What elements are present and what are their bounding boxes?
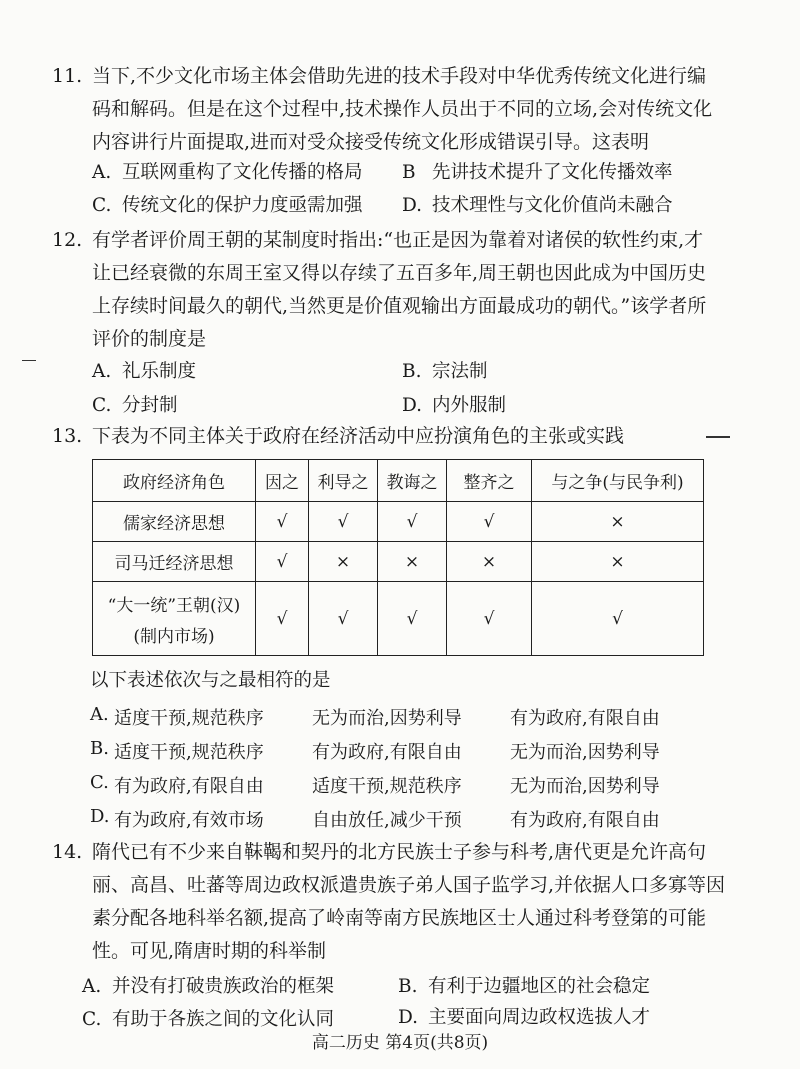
table-header: 政府经济角色 <box>93 460 256 502</box>
pen-mark <box>22 360 36 361</box>
option-b[interactable] <box>398 972 650 998</box>
option-part: 无为而治,因势利导 <box>510 776 660 797</box>
question-11-stem <box>52 60 752 159</box>
table-header: 与之争(与民争利) <box>532 460 704 502</box>
stem-line: 素分配各地科举名额,提高了岭南等南方民族地区士人通过科考登第的可能 <box>92 907 707 929</box>
option-part: 适度干预,规范秩序 <box>114 742 264 763</box>
table-cell: × <box>532 502 704 542</box>
option-d[interactable] <box>402 391 506 417</box>
question-number: 13. <box>52 425 83 447</box>
option-text: 互联网重构了文化传播的格局 <box>122 162 363 183</box>
row-label-line: (制内市场) <box>133 626 215 647</box>
option-label: B <box>402 162 416 183</box>
option-text: 礼乐制度 <box>122 361 197 382</box>
stem-line: 码和解码。但是在这个过程中,技术操作人员出于不同的立场,会对传统文化 <box>92 98 713 120</box>
option-label: A. <box>92 361 112 382</box>
option-part: 适度干预,规范秩序 <box>312 776 462 797</box>
table-cell: √ <box>378 502 447 542</box>
table-header: 因之 <box>256 460 309 502</box>
table-cell: √ <box>309 502 378 542</box>
option-d[interactable] <box>402 191 673 217</box>
option-text: 并没有打破贵族政治的框架 <box>112 976 335 997</box>
option-label: D. <box>90 806 110 827</box>
option-label: C. <box>82 1009 102 1030</box>
option-label: D. <box>402 195 423 216</box>
option-part: 适度干预,规范秩序 <box>114 708 264 729</box>
row-label: 司马迁经济思想 <box>93 542 256 582</box>
table-cell: √ <box>309 582 378 656</box>
question-number: 11. <box>52 65 83 87</box>
table-row <box>93 582 704 656</box>
option-text: 传统文化的保护力度亟需加强 <box>122 195 363 216</box>
question-14 <box>52 836 752 968</box>
option-label: B. <box>398 976 418 997</box>
question-14-stem <box>52 836 752 968</box>
option-c[interactable] <box>92 191 363 217</box>
option-part: 有为政府,有限自由 <box>510 708 660 729</box>
table-cell: × <box>378 542 447 582</box>
option-a[interactable] <box>92 158 363 184</box>
option-part: 有为政府,有限自由 <box>510 810 660 831</box>
table-header: 利导之 <box>309 460 378 502</box>
stem-line: 丽、高昌、吐蕃等周边政权派遣贵族子弟人国子监学习,并依据人口多寡等因 <box>92 874 726 896</box>
row-label: 儒家经济思想 <box>93 502 256 542</box>
table-cell: √ <box>378 582 447 656</box>
stem-line: 当下,不少文化市场主体会借助先进的技术手段对中华优秀传统文化进行编 <box>92 65 707 87</box>
table-row <box>93 542 704 582</box>
option-part: 有为政府,有效市场 <box>114 810 264 831</box>
table-header: 整齐之 <box>447 460 532 502</box>
question-13-stem <box>52 420 752 453</box>
option-text: 有助于各族之间的文化认同 <box>112 1009 335 1030</box>
option-label: C. <box>90 772 109 793</box>
question-13 <box>52 420 752 453</box>
stem-line: 性。可见,隋唐时期的科举制 <box>92 940 327 962</box>
page-footer: 高二历史 第4页(共8页) <box>311 1033 489 1053</box>
stem-line: 隋代已有不少来自靺鞨和契丹的北方民族士子参与科考,唐代更是允许高句 <box>92 841 707 863</box>
row-label-line: “大一统”王朝(汉) <box>107 595 241 616</box>
option-d[interactable] <box>398 1003 650 1029</box>
row-label <box>93 582 256 656</box>
option-text: 主要面向周边政权选拔人才 <box>428 1007 651 1028</box>
table-cell: √ <box>256 502 309 542</box>
option-part: 无为而治,因势利导 <box>312 708 462 729</box>
option-part: 自由放任,减少干预 <box>312 810 462 831</box>
question-12 <box>52 224 752 356</box>
option-b[interactable] <box>402 158 673 184</box>
option-label: C. <box>92 395 112 416</box>
option-a[interactable] <box>82 972 334 998</box>
option-label: A. <box>92 162 112 183</box>
table-cell: √ <box>447 502 532 542</box>
option-a[interactable] <box>92 357 196 383</box>
table-cell: √ <box>532 582 704 656</box>
option-label: C. <box>92 195 112 216</box>
option-part: 有为政府,有限自由 <box>114 776 264 797</box>
economic-role-table <box>92 459 704 656</box>
question-number: 12. <box>52 229 83 251</box>
option-label: A. <box>90 704 109 725</box>
stem-line: 评价的制度是 <box>92 328 207 350</box>
table-cell: √ <box>256 582 309 656</box>
option-text: 有利于边疆地区的社会稳定 <box>428 976 651 997</box>
question-11 <box>52 60 752 159</box>
option-part: 无为而治,因势利导 <box>510 742 660 763</box>
option-label: B. <box>90 738 109 759</box>
question-number: 14. <box>52 841 83 863</box>
table-cell: √ <box>256 542 309 582</box>
table-row <box>93 502 704 542</box>
table-cell: × <box>532 542 704 582</box>
option-b[interactable] <box>402 357 488 383</box>
option-text: 先讲技术提升了文化传播效率 <box>432 162 673 183</box>
option-label: D. <box>398 1007 419 1028</box>
option-text: 分封制 <box>122 395 178 416</box>
stem-line: 内容讲行片面提取,进而对受众接受传统文化形成错误引导。这表明 <box>92 131 650 153</box>
table-cell: × <box>309 542 378 582</box>
stem-line: 下表为不同主体关于政府在经济活动中应扮演角色的主张或实践 <box>92 425 625 447</box>
table-header: 教诲之 <box>378 460 447 502</box>
option-part: 有为政府,有限自由 <box>312 742 462 763</box>
stem-line: 上存续时间最久的朝代,当然更是价值观输出方面最成功的朝代。”该学者所 <box>92 295 707 317</box>
question-12-stem <box>52 224 752 356</box>
pen-mark <box>706 436 730 438</box>
table-cell: √ <box>447 582 532 656</box>
option-label: B. <box>402 361 422 382</box>
option-label: A. <box>82 976 102 997</box>
stem-line: 有学者评价周王朝的某制度时指出:“也正是因为靠着对诸侯的软性约束,才 <box>92 229 704 251</box>
stem-line: 让已经衰微的东周王室又得以存续了五百多年,周王朝也因此成为中国历史 <box>92 262 707 284</box>
table-header-row <box>93 460 704 502</box>
option-text: 内外服制 <box>432 395 507 416</box>
option-text: 技术理性与文化价值尚未融合 <box>432 195 673 216</box>
option-label: D. <box>402 395 423 416</box>
option-text: 宗法制 <box>432 361 488 382</box>
table-cell: × <box>447 542 532 582</box>
option-c[interactable] <box>92 391 178 417</box>
question-13-intro: 以下表述依次与之最相符的是 <box>90 670 331 691</box>
